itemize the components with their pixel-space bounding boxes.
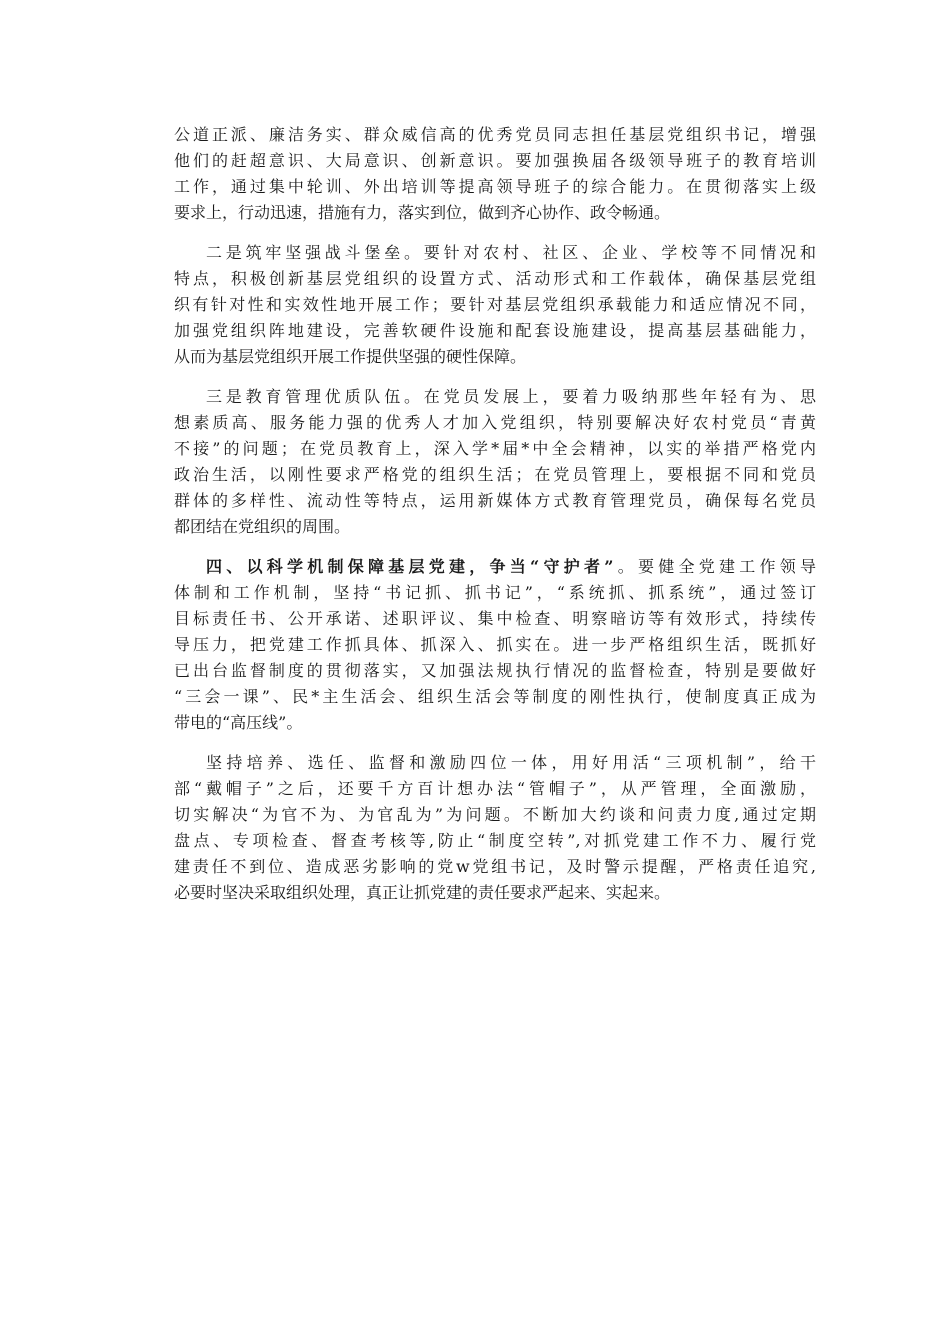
text-line: 工作，通过集中轮训、外出培训等提高领导班子的综合能力。在贯彻落实上级 [174, 177, 816, 196]
text-line: 建责任不到位、造成恶劣影响的党w党组书记，及时警示提醒，严格责任追究, [174, 857, 816, 876]
section-heading: 四、以科学机制保障基层党建，争当“守护者” [206, 557, 614, 576]
text-line: 政治生活，以刚性要求严格党的组织生活；在党员管理上，要根据不同和党员 [174, 465, 816, 484]
text-line: 从而为基层党组织开展工作提供坚强的硬性保障。 [174, 347, 527, 366]
text-line: 公道正派、廉洁务实、群众威信高的优秀党员同志担任基层党组织书记，增强 [174, 125, 816, 144]
text-line: 切实解决“为官不为、为官乱为”为问题。不断加大约谈和问责力度,通过定期 [174, 805, 816, 824]
text-line: 都团结在党组织的周围。 [174, 517, 351, 536]
text-line: “三会一课”、民*主生活会、组织生活会等制度的刚性执行，使制度真正成为 [174, 687, 816, 706]
text-line: 盘点、专项检查、督查考核等,防止“制度空转”,对抓党建工作不力、履行党 [174, 831, 816, 850]
text-line: 加强党组织阵地建设，完善软硬件设施和配套设施建设，提高基层基础能力， [174, 321, 816, 340]
text-line: 不接”的问题；在党员教育上，深入学*届*中全会精神，以实的举措严格党内 [174, 439, 816, 458]
text-line: 群体的多样性、流动性等特点，运用新媒体方式教育管理党员，确保每名党员 [174, 491, 816, 510]
text-line: 二是筑牢坚强战斗堡垒。要针对农村、社区、企业、学校等不同情况和 [206, 243, 816, 262]
text-line: 带电的“高压线”。 [174, 713, 303, 732]
paragraph-3 [174, 384, 816, 540]
paragraph-4 [174, 554, 816, 736]
paragraph-2 [174, 240, 816, 370]
paragraph-1 [174, 122, 816, 226]
document-body [174, 122, 816, 920]
text-line: 他们的赶超意识、大局意识、创新意识。要加强换届各级领导班子的教育培训 [174, 151, 816, 170]
text-line: 导压力，把党建工作抓具体、抓深入、抓实在。进一步严格组织生活，既抓好 [174, 635, 816, 654]
text-line: 三是教育管理优质队伍。在党员发展上，要着力吸纳那些年轻有为、思 [206, 387, 816, 406]
text-line: 部“戴帽子”之后，还要千方百计想办法“管帽子”，从严管理，全面激励， [174, 779, 816, 798]
paragraph-5 [174, 750, 816, 906]
text-line: 特点，积极创新基层党组织的设置方式、活动形式和工作载体，确保基层党组 [174, 269, 816, 288]
text-line: 织有针对性和实效性地开展工作；要针对基层党组织承载能力和适应情况不同， [174, 295, 816, 314]
heading-line [174, 554, 816, 580]
text-line: 必要时坚决采取组织处理，真正让抓党建的责任要求严起来、实起来。 [174, 883, 671, 902]
heading-line-rest: 。要健全党建工作领导 [613, 557, 816, 576]
text-line: 已出台监督制度的贯彻落实，又加强法规执行情况的监督检查，特别是要做好 [174, 661, 816, 680]
text-line: 坚持培养、选任、监督和激励四位一体，用好用活“三项机制”，给干 [206, 753, 816, 772]
text-line: 想素质高、服务能力强的优秀人才加入党组织，特别要解决好农村党员“青黄 [174, 413, 816, 432]
text-line: 目标责任书、公开承诺、述职评议、集中检查、明察暗访等有效形式，持续传 [174, 609, 816, 628]
text-line: 要求上，行动迅速，措施有力，落实到位，做到齐心协作、政令畅通。 [174, 203, 671, 222]
text-line: 体制和工作机制，坚持“书记抓、抓书记”，“系统抓、抓系统”，通过签订 [174, 583, 816, 602]
